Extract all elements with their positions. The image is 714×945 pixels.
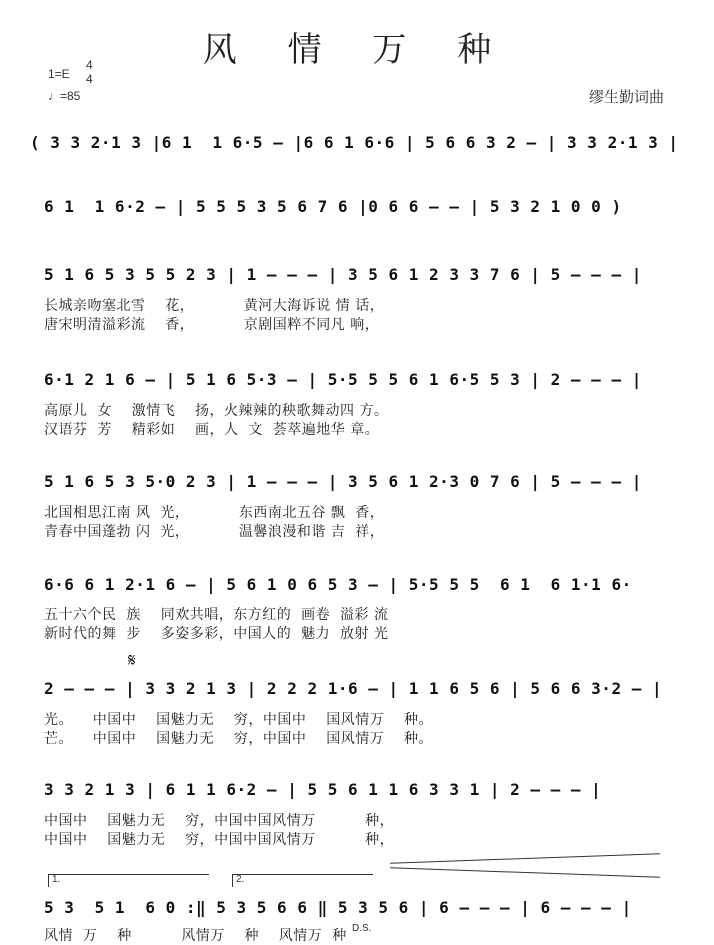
author-credit: 缪生勤词曲 (589, 88, 665, 106)
notation-row-9: 5 3 5 1 6 0 :‖ 5 3 5 6 6 ‖ 5 3 5 6 | 6 – – – | 6 – – – | (44, 898, 632, 917)
decrescendo-line-lower (390, 867, 660, 877)
notation-row-5: 5 1 6 5 3 5·0 2 3 | 1 – – – | 3 5 6 1 2·3 0 7 6 | 5 – – – | (44, 472, 642, 491)
first-ending-label: 1. (52, 874, 61, 885)
second-ending-label: 2. (236, 874, 245, 885)
lyric-row-3-verse-2: 唐宋明清溢彩流 香， 京剧国粹不同凡 响， (44, 317, 380, 333)
lyric-row-8-verse-2: 中国中 国魅力无 穷，中国中国风情万 种， (44, 832, 395, 848)
lyric-row-4-verse-2: 汉语芬 芳 精彩如 画，人 文 荟萃遍地华 章。 (44, 422, 380, 438)
lyric-row-7-verse-1: 光。 中国中 国魅力无 穷，中国中 国风情万 种。 (44, 712, 434, 728)
key-signature: 1=E (48, 67, 70, 81)
tempo-marking: ♩=85 (48, 89, 81, 103)
lyric-row-7-verse-2: 芒。 中国中 国魅力无 穷，中国中 国风情万 种。 (44, 731, 434, 747)
lyric-row-6-verse-2: 新时代的舞 步 多姿多彩，中国人的 魅力 放射 光 (44, 626, 389, 642)
lyric-row-8-verse-1: 中国中 国魅力无 穷，中国中国风情万 种， (44, 813, 395, 829)
notation-row-2: 6 1 1 6·2 – | 5 5 5 3 5 6 7 6 |0 6 6 – – | 5 3 2 1 0 0 ) (44, 197, 622, 216)
lyric-row-5-verse-2: 青春中国蓬勃 闪 光， 温馨浪漫和谐 吉 祥， (44, 524, 385, 540)
song-title: 风 情 万 种 (202, 30, 512, 70)
ds-marking: D.S. (352, 923, 372, 934)
notation-row-4: 6·1 2 1 6 – | 5 1 6 5·3 – | 5·5 5 5 6 1 6·5 5 3 | 2 – – – | (44, 370, 642, 389)
lyric-row-3-verse-1: 长城亲吻塞北雪 花， 黄河大海诉说 情 话， (44, 298, 385, 314)
time-signature-bottom: 4 (86, 72, 93, 86)
lyric-row-4-verse-1: 高原儿 女 激情飞 扬，火辣辣的秧歌舞动四 方。 (44, 403, 389, 419)
lyric-row-5-verse-1: 北国相思江南 风 光， 东西南北五谷 飘 香， (44, 505, 385, 521)
first-ending-bracket (48, 874, 209, 887)
second-ending-bracket (232, 874, 373, 887)
lyric-row-9: 风情 万 种 风情万 种 风情万 种 (44, 928, 347, 944)
lyric-row-6-verse-1: 五十六个民 族 同欢共唱，东方红的 画卷 溢彩 流 (44, 607, 389, 623)
notation-row-6: 6·6 6 1 2·1 6 – | 5 6 1 0 6 5 3 – | 5·5 5 5 6 1 6 1·1 6· (44, 575, 632, 594)
notation-row-1: ( 3 3 2·1 3 |6 1 1 6·5 – |6 6 1 6·6 | 5 6 6 3 2 – | 3 3 2·1 3 | (30, 133, 679, 152)
decrescendo-line-upper (390, 853, 660, 863)
notation-row-7: 2 – – – | 3 3 2 1 3 | 2 2 2 1·6 – | 1 1 6 5 6 | 5 6 6 3·2 – | (44, 679, 663, 698)
notation-row-3: 5 1 6 5 3 5 5 2 3 | 1 – – – | 3 5 6 1 2 3 3 7 6 | 5 – – – | (44, 265, 642, 284)
time-signature-top: 4 (86, 58, 93, 72)
notation-row-8: 3 3 2 1 3 | 6 1 1 6·2 – | 5 5 6 1 1 6 3 3 1 | 2 – – – | (44, 780, 602, 799)
segno-sign: 𝄋 (128, 650, 136, 670)
